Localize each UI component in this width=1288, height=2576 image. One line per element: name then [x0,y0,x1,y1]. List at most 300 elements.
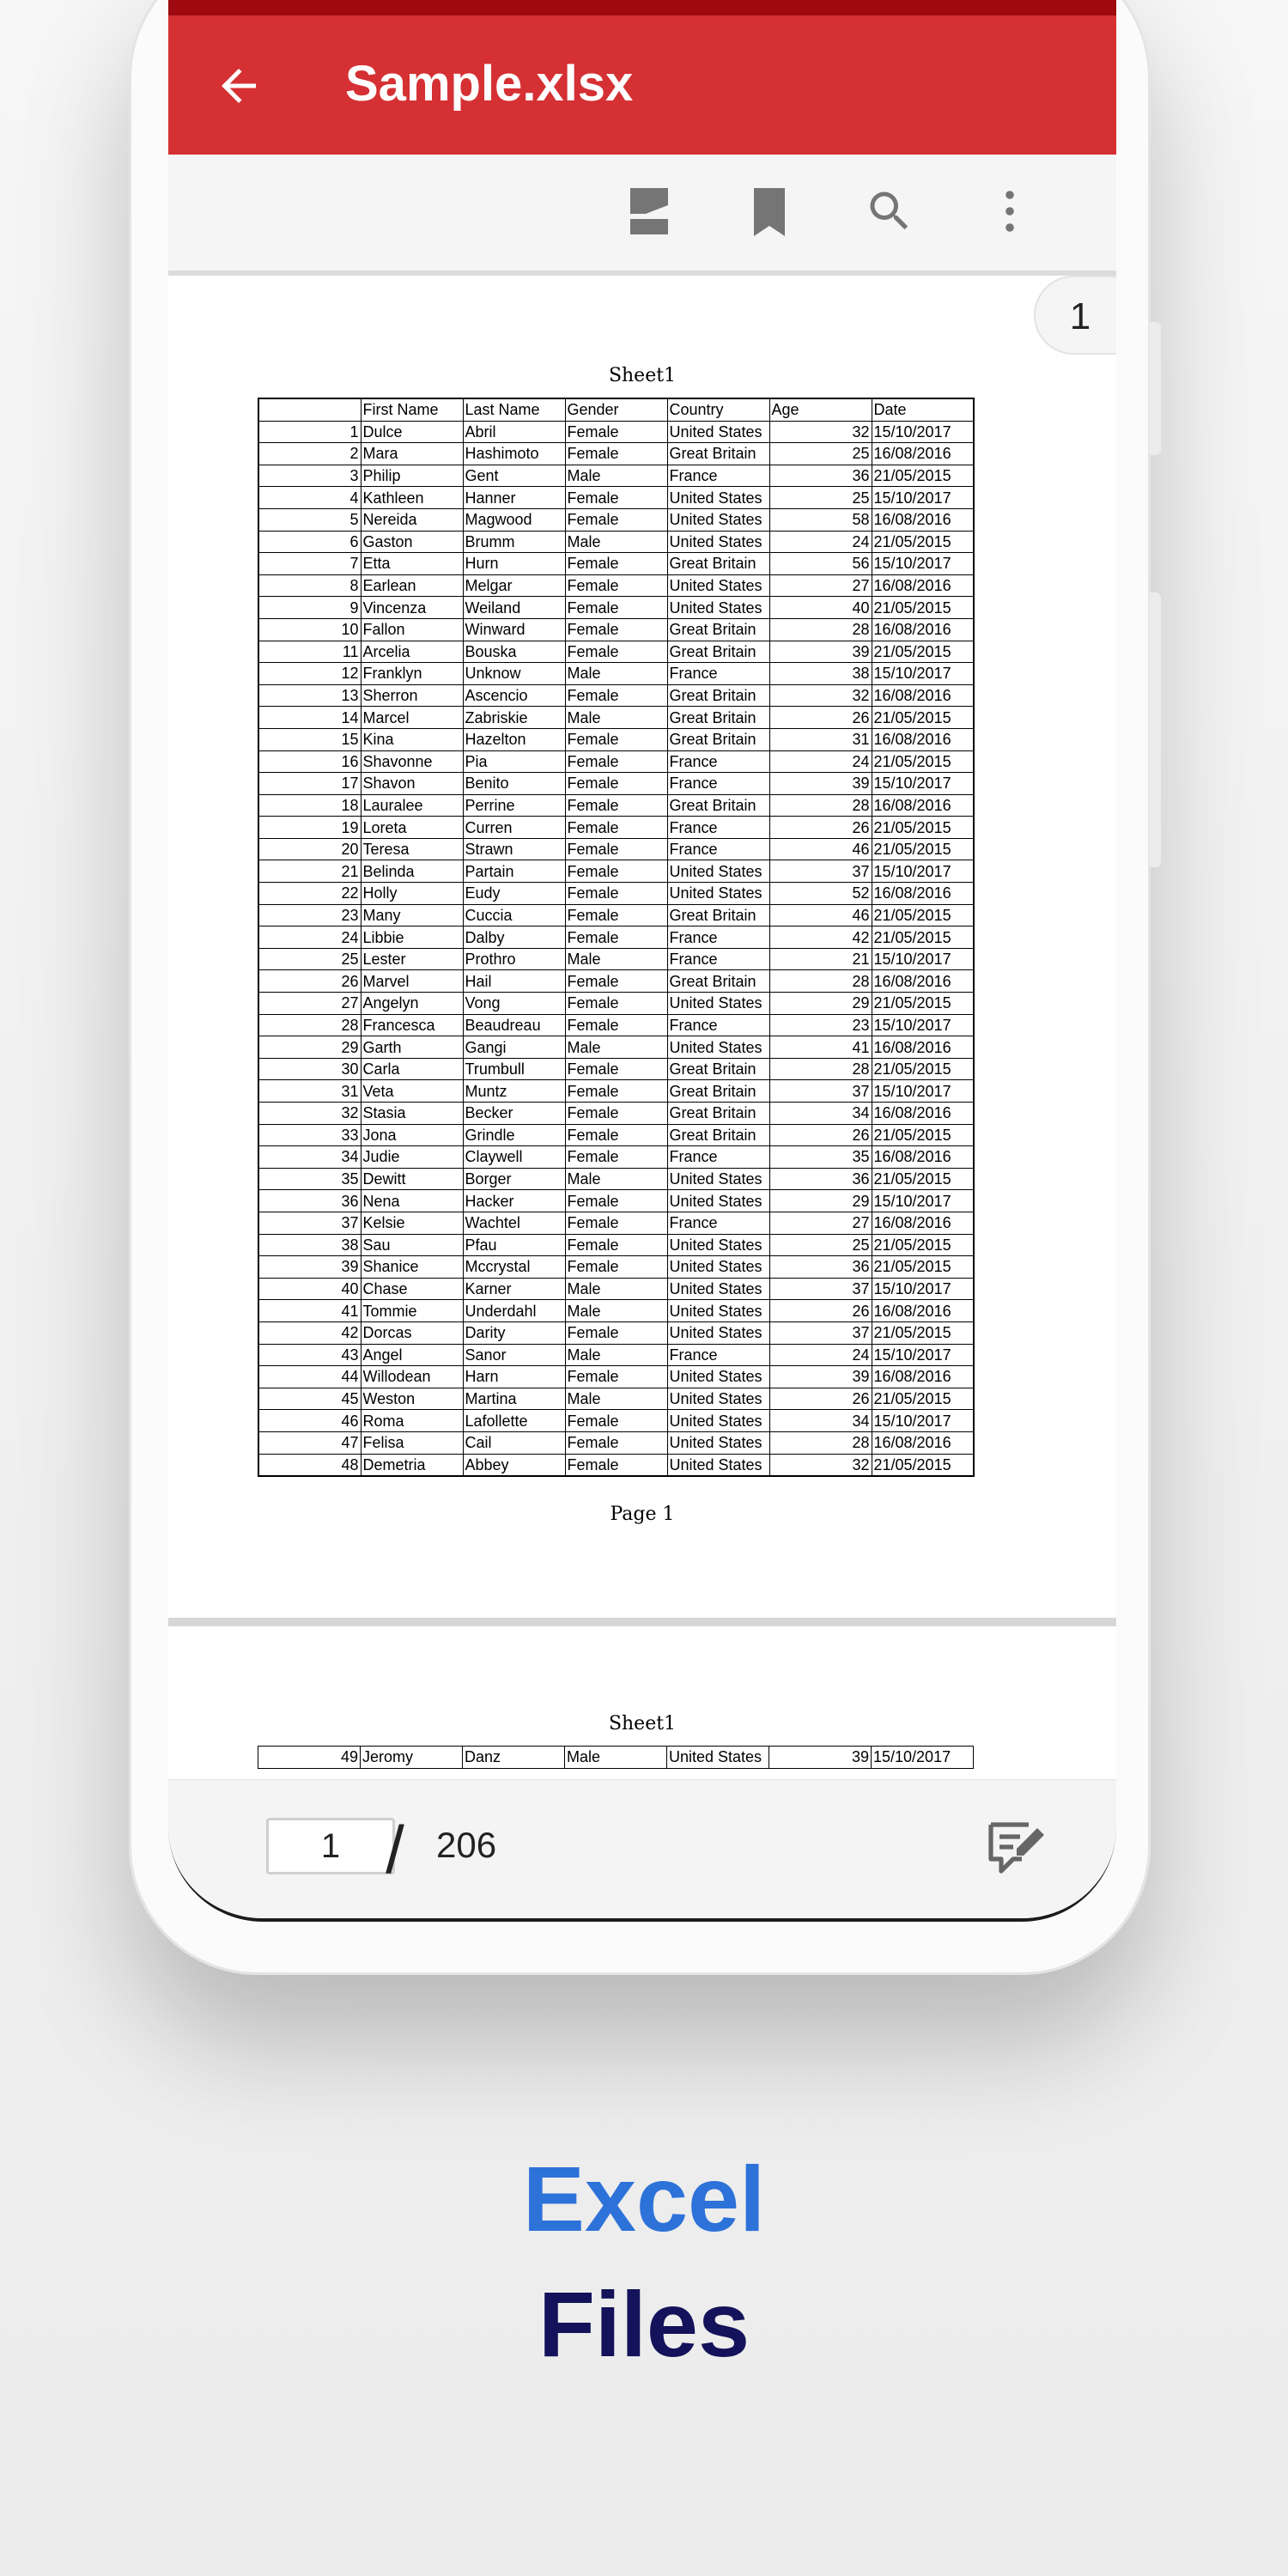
table-cell: Wachtel [463,1212,565,1234]
table-cell: Male [565,707,667,729]
table-row [258,1278,974,1300]
table-cell: Nereida [361,508,463,531]
table-cell: 39 [769,641,872,663]
table-cell: Borger [463,1168,565,1190]
table-cell: 15 [258,728,361,750]
table-cell: Great Britain [667,1080,769,1103]
table-cell: 3 [258,465,361,487]
table-cell: 46 [258,1410,361,1432]
table-cell: Female [565,508,667,531]
table-cell: 26 [769,707,872,729]
table-cell: 16/08/2016 [872,1036,974,1059]
table-cell: Gaston [361,531,463,553]
table-cell: 35 [258,1168,361,1190]
table-row [258,1366,974,1388]
table-cell: Male [565,1388,667,1410]
search-icon [864,185,915,238]
table-cell: Eudy [463,883,565,905]
table-cell: Female [565,970,667,993]
table-row [258,508,974,531]
table-cell: Female [565,817,667,839]
table-cell: 41 [769,1036,872,1059]
table-cell: 39 [769,773,872,795]
headline-files: Files [538,2272,750,2376]
table-cell: Underdahl [463,1300,565,1322]
table-row [258,1103,974,1125]
table-cell: Jeromy [361,1747,463,1769]
table-cell: Hacker [463,1190,565,1212]
table-cell: Weiland [463,597,565,619]
table-cell: 39 [258,1256,361,1279]
table-cell: Dalby [463,927,565,949]
table-cell: France [667,663,769,685]
table-cell: Female [565,1410,667,1432]
table-cell: United States [667,1036,769,1059]
table-cell: 4 [258,487,361,509]
table-cell: United States [667,1747,769,1769]
table-cell: United States [667,1168,769,1190]
table-cell: Marvel [361,970,463,993]
table-cell: 16/08/2016 [872,1212,974,1234]
table-cell: 1 [258,421,361,443]
table-cell: 16/08/2016 [872,1431,974,1454]
table-cell: France [667,1014,769,1036]
table-cell: 42 [258,1321,361,1344]
table-cell: Garth [361,1036,463,1059]
table-cell: 15/10/2017 [872,1190,974,1212]
table-row [258,773,974,795]
more-options-button[interactable] [984,185,1036,238]
table-cell: Kina [361,728,463,750]
table-cell: Hashimoto [463,443,565,465]
table-cell: 24 [769,750,872,773]
table-cell: Jona [361,1124,463,1146]
table-cell: Loreta [361,817,463,839]
table-cell: Judie [361,1146,463,1169]
table-cell: Female [565,794,667,817]
table-cell: 16/08/2016 [872,1366,974,1388]
table-row [258,1190,974,1212]
viewer-toolbar [168,155,1116,276]
table-cell: Grindle [463,1124,565,1146]
table-cell: Mara [361,443,463,465]
table-cell: France [667,773,769,795]
table-cell: 21/05/2015 [872,1124,974,1146]
view-mode-button[interactable] [623,185,675,238]
table-row [258,1014,974,1036]
table-cell: 47 [258,1431,361,1454]
table-cell: Great Britain [667,1124,769,1146]
table-cell: 27 [258,993,361,1015]
table-row [258,883,974,905]
table-cell: 16/08/2016 [872,443,974,465]
table-cell: Female [565,1014,667,1036]
table-cell: 26 [769,1388,872,1410]
table-cell: Great Britain [667,1103,769,1125]
table-cell: Gangi [463,1036,565,1059]
table-cell: 21/05/2015 [872,838,974,860]
table-cell: 25 [769,443,872,465]
table-cell: 39 [769,1747,872,1769]
table-row [258,1234,974,1256]
table-cell: 16 [258,750,361,773]
table-header-cell: First Name [361,398,463,421]
table-cell: 38 [258,1234,361,1256]
table-cell: United States [667,1234,769,1256]
document-view[interactable] [168,276,1116,1779]
table-cell: 22 [258,883,361,905]
table-cell: 16/08/2016 [872,684,974,707]
arrow-left-icon [213,60,264,112]
table-cell: 25 [769,487,872,509]
table-cell: Female [565,1321,667,1344]
table-header-row [258,398,974,421]
table-cell: Shanice [361,1256,463,1279]
table-cell: Pfau [463,1234,565,1256]
table-cell: Female [565,728,667,750]
edit-button[interactable] [986,1818,1049,1876]
page-label: Page 1 [610,1504,675,1525]
status-bar [168,0,1116,15]
table-cell: 34 [769,1103,872,1125]
table-cell: 15/10/2017 [872,553,974,575]
table-cell: Female [565,927,667,949]
table-cell: 20 [258,838,361,860]
table-cell: Shavonne [361,750,463,773]
table-cell: 38 [769,663,872,685]
table-cell: Female [565,684,667,707]
table-cell: 16/08/2016 [872,970,974,993]
table-cell: Many [361,904,463,927]
table-row [258,443,974,465]
table-cell: Female [565,618,667,641]
table-cell: 15/10/2017 [872,1080,974,1103]
page-separator [168,1618,1116,1626]
table-cell: Female [565,574,667,597]
table-row [258,1321,974,1344]
table-cell: 52 [769,883,872,905]
table-cell: 18 [258,794,361,817]
table-cell: 15/10/2017 [872,1014,974,1036]
table-cell: 15/10/2017 [872,1410,974,1432]
table-cell: 23 [258,904,361,927]
table-cell: Female [565,487,667,509]
table-cell: France [667,817,769,839]
table-cell: United States [667,1410,769,1432]
table-cell: 21/05/2015 [872,465,974,487]
table-row [258,1388,974,1410]
table-cell: 37 [769,860,872,883]
table-row [258,531,974,553]
table-cell: Earlean [361,574,463,597]
document-view-icon [623,185,675,238]
page-number-input[interactable]: 1 [266,1818,395,1874]
table-cell: Martina [463,1388,565,1410]
table-row [258,465,974,487]
table-row [258,1080,974,1103]
table-cell: Great Britain [667,970,769,993]
table-cell: 16/08/2016 [872,618,974,641]
table-cell: Holly [361,883,463,905]
table-cell: 26 [769,1124,872,1146]
table-cell: Female [565,773,667,795]
table-row [258,1344,974,1366]
table-cell: 25 [769,1234,872,1256]
table-cell: 14 [258,707,361,729]
table-cell: France [667,750,769,773]
table-cell: Female [565,1146,667,1169]
table-cell: 29 [769,993,872,1015]
table-cell: 21/05/2015 [872,1058,974,1080]
table-cell: Female [565,860,667,883]
table-header-cell: Last Name [463,398,565,421]
table-row [258,1146,974,1169]
table-cell: Female [565,443,667,465]
table-cell: 21/05/2015 [872,1256,974,1279]
table-cell: Perrine [463,794,565,817]
table-row [258,904,974,927]
table-cell: Philip [361,465,463,487]
table-row [258,1036,974,1059]
table-cell: 21/05/2015 [872,817,974,839]
table-row [258,1212,974,1234]
table-cell: 15/10/2017 [872,487,974,509]
table-cell: Female [565,1190,667,1212]
table-cell: 32 [258,1103,361,1125]
table-cell: Prothro [463,948,565,970]
table-cell: 28 [769,1431,872,1454]
table-cell: Angelyn [361,993,463,1015]
table-cell: 27 [769,1212,872,1234]
table-cell: 36 [769,1168,872,1190]
table-cell: Male [565,1168,667,1190]
table-cell: Danz [463,1747,565,1769]
vertical-dots-icon [984,185,1036,238]
table-cell: United States [667,1366,769,1388]
table-cell: 17 [258,773,361,795]
table-cell: Nena [361,1190,463,1212]
table-cell: Female [565,1431,667,1454]
table-cell: Hail [463,970,565,993]
back-button[interactable] [213,60,264,112]
table-cell: Libbie [361,927,463,949]
table-cell: United States [667,883,769,905]
table-cell: Female [565,1366,667,1388]
table-cell: France [667,948,769,970]
table-cell: 34 [258,1146,361,1169]
table-cell: United States [667,1431,769,1454]
table-cell: Strawn [463,838,565,860]
table-cell: Female [565,597,667,619]
table-cell: 21/05/2015 [872,1321,974,1344]
table-cell: Chase [361,1278,463,1300]
table-row [258,993,974,1015]
table-header-cell: Country [667,398,769,421]
table-cell: 49 [258,1747,361,1769]
table-cell: 15/10/2017 [872,421,974,443]
table-cell: United States [667,993,769,1015]
table-cell: 16/08/2016 [872,1300,974,1322]
table-cell: 21/05/2015 [872,707,974,729]
table-cell: Cail [463,1431,565,1454]
table-cell: Hanner [463,487,565,509]
table-cell: France [667,1212,769,1234]
table-cell: 36 [258,1190,361,1212]
table-cell: 21/05/2015 [872,1388,974,1410]
table-cell: Female [565,1454,667,1476]
table-cell: 24 [769,1344,872,1366]
table-cell: Great Britain [667,443,769,465]
table-cell: Dewitt [361,1168,463,1190]
table-cell: Shavon [361,773,463,795]
table-cell: 33 [258,1124,361,1146]
table-cell: Sanor [463,1344,565,1366]
table-cell: Melgar [463,574,565,597]
table-cell: Marcel [361,707,463,729]
table-cell: Female [565,838,667,860]
table-cell: 21/05/2015 [872,1168,974,1190]
table-cell: 44 [258,1366,361,1388]
table-cell: 46 [769,904,872,927]
table-cell: 28 [769,970,872,993]
table-row [258,794,974,817]
table-cell: Male [565,948,667,970]
table-cell: Female [565,1212,667,1234]
table-cell: 2 [258,443,361,465]
table-cell: 29 [769,1190,872,1212]
table-cell: Great Britain [667,1058,769,1080]
table-cell: 29 [258,1036,361,1059]
table-cell: 23 [769,1014,872,1036]
table-cell: 5 [258,508,361,531]
table-cell: France [667,838,769,860]
table-cell: Demetria [361,1454,463,1476]
table-cell: Female [565,750,667,773]
table-cell: 32 [769,684,872,707]
table-cell: Female [565,883,667,905]
table-cell: Tommie [361,1300,463,1322]
search-button[interactable] [864,185,915,238]
table-cell: Karner [463,1278,565,1300]
table-cell: United States [667,597,769,619]
headline-excel: Excel [522,2147,766,2251]
table-cell: Becker [463,1103,565,1125]
table-cell: 26 [769,817,872,839]
page2-table [258,1746,974,1769]
table-cell: 31 [769,728,872,750]
phone-side-button-bottom [1149,592,1161,867]
table-cell: Sherron [361,684,463,707]
table-cell: Kelsie [361,1212,463,1234]
table-cell: 31 [258,1080,361,1103]
table-cell: United States [667,508,769,531]
table-cell: Arcelia [361,641,463,663]
table-cell: Trumbull [463,1058,565,1080]
table-cell: Curren [463,817,565,839]
table-cell: 15/10/2017 [872,1344,974,1366]
table-cell: Great Britain [667,618,769,641]
table-cell: 37 [769,1080,872,1103]
table-cell: Unknow [463,663,565,685]
table-cell: 21 [769,948,872,970]
edit-annotate-icon [986,1818,1049,1876]
table-cell: 36 [769,465,872,487]
table-cell: 21/05/2015 [872,993,974,1015]
table-row [258,1431,974,1454]
table-cell: 15/10/2017 [872,773,974,795]
table-cell: 39 [769,1366,872,1388]
table-cell: Weston [361,1388,463,1410]
table-header-cell: Gender [565,398,667,421]
table-row [258,1454,974,1476]
table-cell: Female [565,993,667,1015]
table-cell: 46 [769,838,872,860]
table-cell: Sau [361,1234,463,1256]
spreadsheet-table [258,398,975,1477]
table-cell: Abbey [463,1454,565,1476]
table-cell: Male [565,1278,667,1300]
table-cell: Winward [463,618,565,641]
table-cell: Female [565,1256,667,1279]
table-cell: 41 [258,1300,361,1322]
table-row [258,1256,974,1279]
table-row [258,707,974,729]
table-cell: Veta [361,1080,463,1103]
table-cell: France [667,1344,769,1366]
table-cell: France [667,465,769,487]
total-pages: 206 [436,1825,497,1865]
table-cell: Pia [463,750,565,773]
table-cell: United States [667,1256,769,1279]
table-cell: Cuccia [463,904,565,927]
table-cell: France [667,1146,769,1169]
table-cell: 40 [258,1278,361,1300]
table-cell: Great Britain [667,553,769,575]
table-cell: Female [565,1124,667,1146]
document-title: Sample.xlsx [345,56,634,112]
bottom-bar [168,1779,1116,1919]
table-cell: 21/05/2015 [872,904,974,927]
table-cell: Partain [463,860,565,883]
table-row [258,860,974,883]
table-cell: Gent [463,465,565,487]
table-cell: Angel [361,1344,463,1366]
table-cell: 13 [258,684,361,707]
table-cell: Male [565,1036,667,1059]
table-cell: 25 [258,948,361,970]
table-cell: 45 [258,1388,361,1410]
table-cell: United States [667,860,769,883]
table-cell: 21/05/2015 [872,1454,974,1476]
table-cell: United States [667,487,769,509]
table-cell: 16/08/2016 [872,1103,974,1125]
table-cell: 48 [258,1454,361,1476]
table-cell: United States [667,1300,769,1322]
table-cell: Dorcas [361,1321,463,1344]
table-cell: Muntz [463,1080,565,1103]
table-cell: Ascencio [463,684,565,707]
table-cell: Female [565,1234,667,1256]
table-cell: Willodean [361,1366,463,1388]
phone-screen [168,0,1116,1922]
table-cell: Carla [361,1058,463,1080]
table-cell: 24 [258,927,361,949]
table-cell: 19 [258,817,361,839]
bookmark-button[interactable] [744,185,795,238]
table-cell: United States [667,1454,769,1476]
table-cell: Male [565,1344,667,1366]
table-row [258,597,974,619]
